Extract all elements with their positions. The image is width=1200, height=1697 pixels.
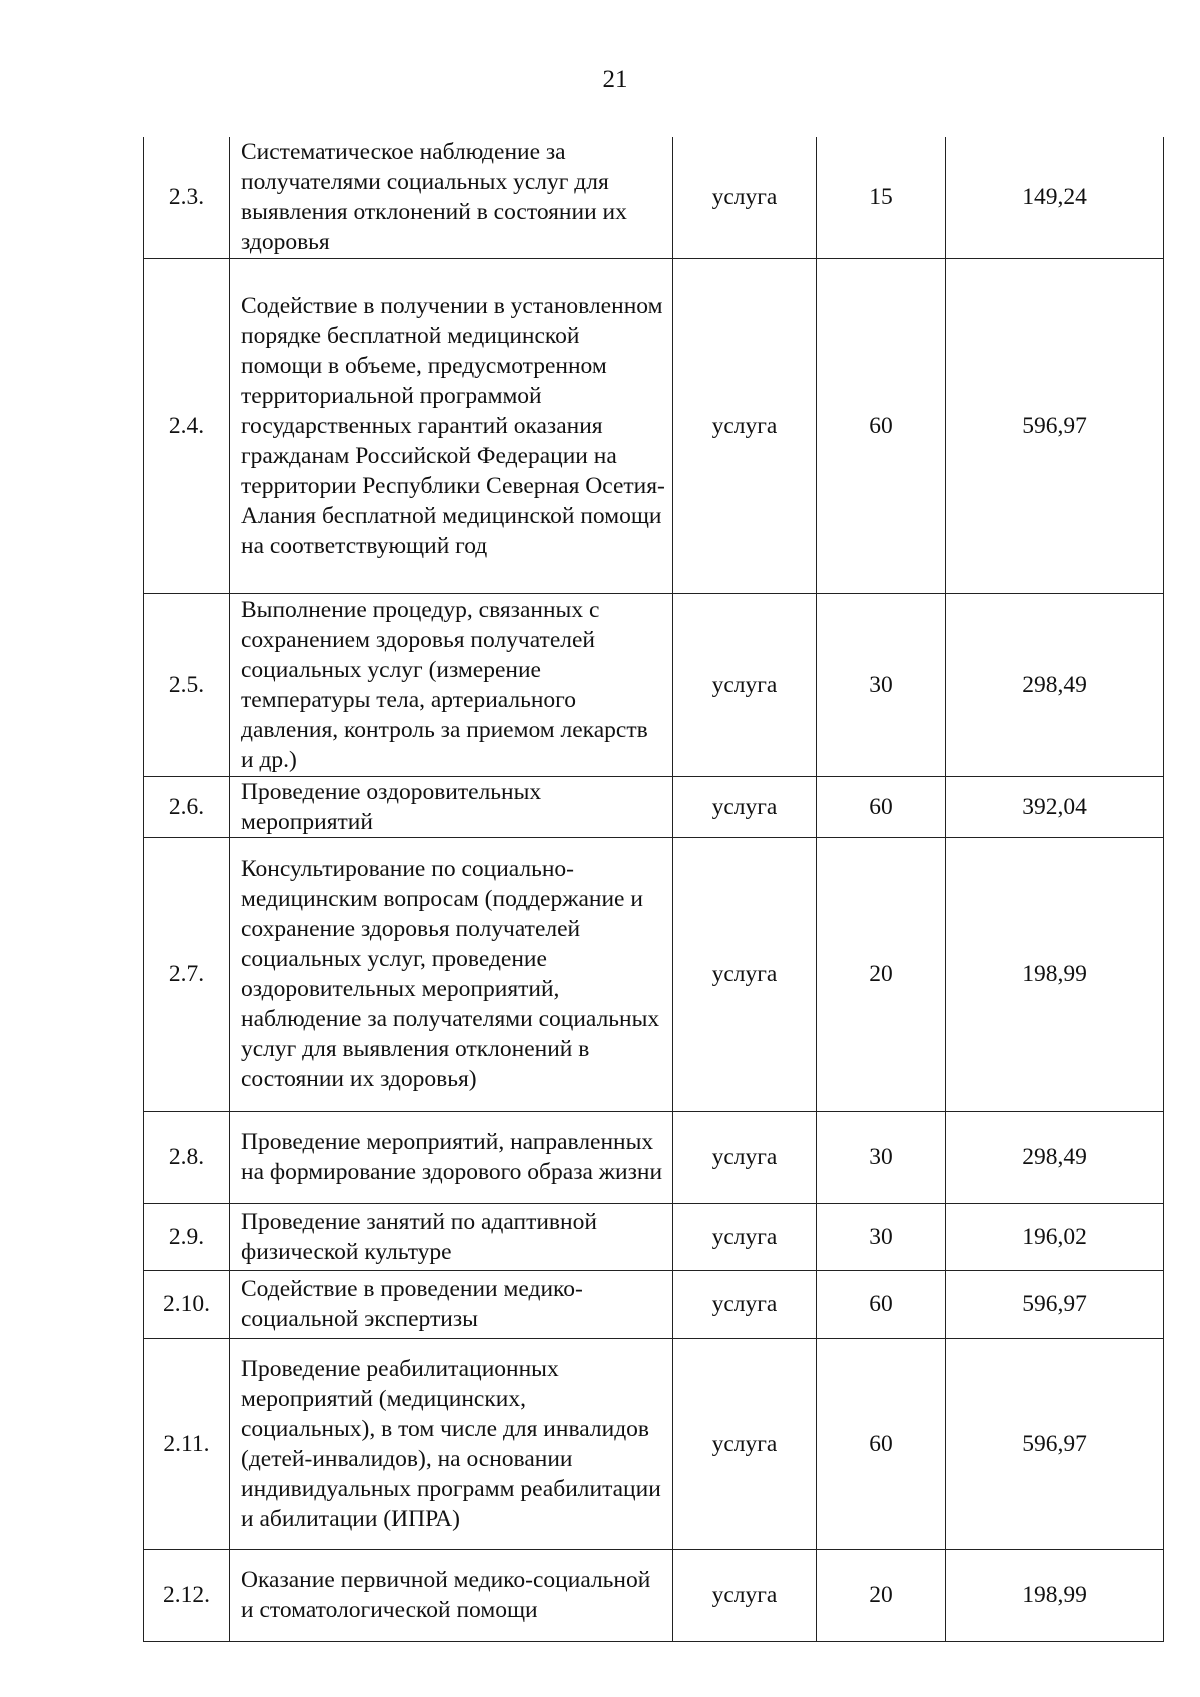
row-number: 2.3.	[144, 137, 230, 258]
price: 149,24	[946, 137, 1164, 258]
price: 392,04	[946, 776, 1164, 837]
table-row	[144, 1549, 1164, 1641]
service-name: Проведение занятий по адаптивной физической культуре	[230, 1203, 673, 1270]
quantity: 30	[817, 1203, 946, 1270]
quantity: 30	[817, 593, 946, 776]
quantity: 15	[817, 137, 946, 258]
table-row	[144, 1203, 1164, 1270]
service-name: Консультирование по социально-медицинским вопросам (поддержание и сохранение здоровья получателей социальных услуг, проведение оздоровительных мероприятий, наблюдение за получателями социальных услуг для выявления отклонений в состоянии их здоровья)	[230, 837, 673, 1111]
table-row	[144, 1111, 1164, 1203]
service-name: Проведение реабилитационных мероприятий (медицинских, социальных), в том числе для инвалидов (детей-инвалидов), на основании индивидуальных программ реабилитации и абилитации (ИПРА)	[230, 1338, 673, 1549]
price: 596,97	[946, 258, 1164, 593]
service-name: Оказание первичной медико-социальной и стоматологической помощи	[230, 1549, 673, 1641]
service-name: Содействие в проведении медико-социальной экспертизы	[230, 1270, 673, 1338]
unit-of-measure: услуга	[673, 1338, 817, 1549]
quantity: 60	[817, 1270, 946, 1338]
row-number: 2.11.	[144, 1338, 230, 1549]
row-number: 2.9.	[144, 1203, 230, 1270]
table-row	[144, 837, 1164, 1111]
row-number: 2.5.	[144, 593, 230, 776]
row-number: 2.8.	[144, 1111, 230, 1203]
table-row	[144, 137, 1164, 258]
unit-of-measure: услуга	[673, 1549, 817, 1641]
quantity: 60	[817, 776, 946, 837]
row-number: 2.12.	[144, 1549, 230, 1641]
service-name: Систематическое наблюдение за получателями социальных услуг для выявления отклонений в состоянии их здоровья	[230, 137, 673, 258]
service-name: Проведение оздоровительных мероприятий	[230, 776, 673, 837]
unit-of-measure: услуга	[673, 837, 817, 1111]
row-number: 2.10.	[144, 1270, 230, 1338]
unit-of-measure: услуга	[673, 1203, 817, 1270]
table-row	[144, 258, 1164, 593]
service-name: Содействие в получении в установленном порядке бесплатной медицинской помощи в объеме, предусмотренном территориальной программой государственных гарантий оказания гражданам Российской Федерации на территории Республики Северная Осетия-Алания бесплатной медицинской помощи на соответствующий год	[230, 258, 673, 593]
table-row	[144, 776, 1164, 837]
row-number: 2.7.	[144, 837, 230, 1111]
unit-of-measure: услуга	[673, 137, 817, 258]
row-number: 2.4.	[144, 258, 230, 593]
unit-of-measure: услуга	[673, 1111, 817, 1203]
unit-of-measure: услуга	[673, 1270, 817, 1338]
quantity: 20	[817, 837, 946, 1111]
quantity: 20	[817, 1549, 946, 1641]
unit-of-measure: услуга	[673, 593, 817, 776]
quantity: 60	[817, 258, 946, 593]
price: 196,02	[946, 1203, 1164, 1270]
service-name: Выполнение процедур, связанных с сохранением здоровья получателей социальных услуг (измерение температуры тела, артериального давления, контроль за приемом лекарств и др.)	[230, 593, 673, 776]
price: 596,97	[946, 1270, 1164, 1338]
quantity: 60	[817, 1338, 946, 1549]
service-name: Проведение мероприятий, направленных на формирование здорового образа жизни	[230, 1111, 673, 1203]
row-number: 2.6.	[144, 776, 230, 837]
table-row	[144, 1270, 1164, 1338]
quantity: 30	[817, 1111, 946, 1203]
price: 198,99	[946, 837, 1164, 1111]
services-table	[143, 137, 1164, 1642]
unit-of-measure: услуга	[673, 258, 817, 593]
price: 298,49	[946, 1111, 1164, 1203]
table-row	[144, 593, 1164, 776]
table-row	[144, 1338, 1164, 1549]
price: 298,49	[946, 593, 1164, 776]
unit-of-measure: услуга	[673, 776, 817, 837]
price: 596,97	[946, 1338, 1164, 1549]
price: 198,99	[946, 1549, 1164, 1641]
page-number: 21	[602, 66, 628, 93]
